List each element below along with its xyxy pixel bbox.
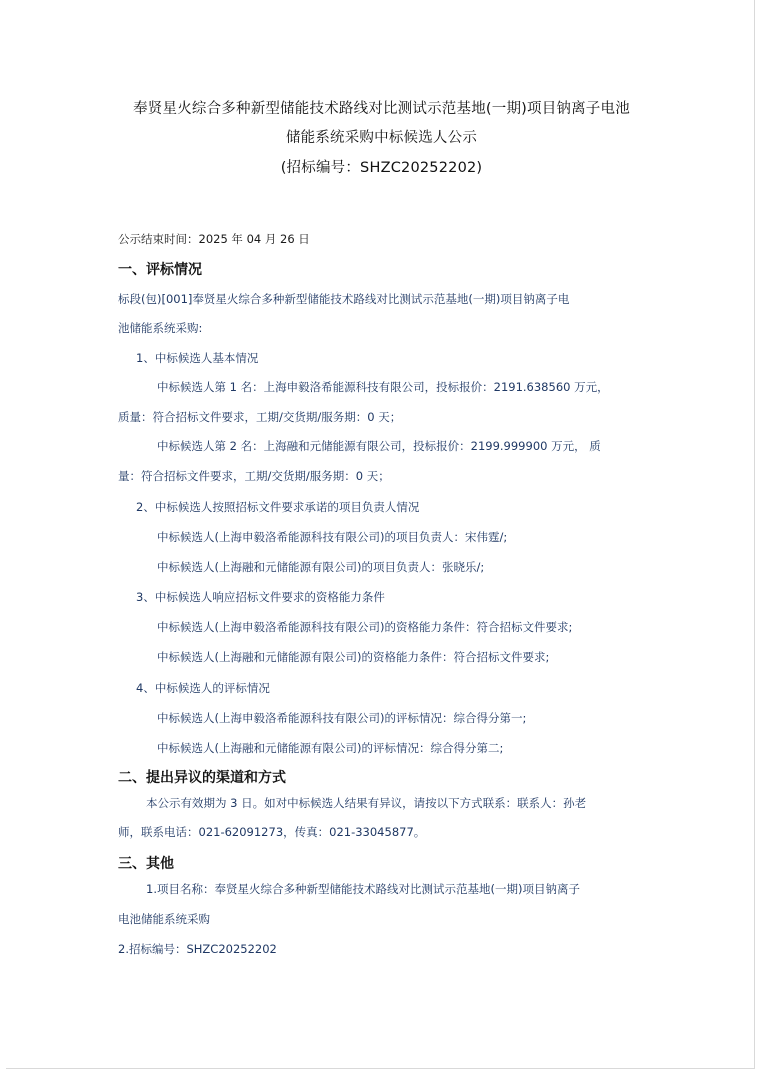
title-line-1: 奉贤星火综合多种新型储能技术路线对比测试示范基地(一期)项目钠离子电池 [133,101,630,117]
publicity-end-time: 公示结束时间：2025 年 04 月 26 日 [118,232,310,246]
candidate-2-line-1: 中标候选人第 2 名：上海融和元储能源有限公司，投标报价：2199.999900 万元， 质 [157,439,601,453]
lot-description-line-2: 池储能系统采购: [118,321,203,335]
tender-number-item: 2.招标编号：SHZC20252202 [118,942,277,956]
candidate-1-line-1: 中标候选人第 1 名：上海申毅洛希能源科技有限公司，投标报价：2191.638560 万元， [157,380,609,394]
section-1-heading: 一、评标情况 [118,262,202,278]
project-name-line-2: 电池储能系统采购 [118,912,210,926]
subsection-2-title: 2、中标候选人按照招标文件要求承诺的项目负责人情况 [136,500,420,514]
qualification-1: 中标候选人(上海申毅洛希能源科技有限公司)的资格能力条件：符合招标文件要求; [157,620,573,634]
evaluation-1: 中标候选人(上海申毅洛希能源科技有限公司)的评标情况：综合得分第一; [157,711,527,725]
objection-line-1: 本公示有效期为 3 日。如对中标候选人结果有异议，请按以下方式联系：联系人：孙老 [146,796,587,810]
project-name-line-1: 1.项目名称：奉贤星火综合多种新型储能技术路线对比测试示范基地(一期)项目钠离子 [146,882,580,896]
candidate-2-line-2: 量：符合招标文件要求，工期/交货期/服务期：0 天； [118,469,390,483]
subsection-4-title: 4、中标候选人的评标情况 [136,681,270,695]
section-3-heading: 三、其他 [118,856,174,872]
objection-line-2: 师，联系电话：021-62091273，传真：021-33045877。 [118,825,426,839]
evaluation-2: 中标候选人(上海融和元储能源有限公司)的评标情况：综合得分第二; [157,741,504,755]
lot-description-line-1: 标段(包)[001]奉贤星火综合多种新型储能技术路线对比测试示范基地(一期)项目钠离子电 [118,292,570,306]
project-manager-2: 中标候选人(上海融和元储能源有限公司)的项目负责人：张晓乐/; [157,560,485,574]
subsection-1-title: 1、中标候选人基本情况 [136,351,259,365]
tender-number-title: (招标编号：SHZC20252202) [280,160,483,176]
title-line-2: 储能系统采购中标候选人公示 [285,130,478,146]
section-2-heading: 二、提出异议的渠道和方式 [118,770,286,786]
qualification-2: 中标候选人(上海融和元储能源有限公司)的资格能力条件：符合招标文件要求; [157,650,550,664]
candidate-1-line-2: 质量：符合招标文件要求，工期/交货期/服务期：0 天； [118,410,402,424]
subsection-3-title: 3、中标候选人响应招标文件要求的资格能力条件 [136,590,385,604]
project-manager-1: 中标候选人(上海申毅洛希能源科技有限公司)的项目负责人：宋伟霆/; [157,530,508,544]
